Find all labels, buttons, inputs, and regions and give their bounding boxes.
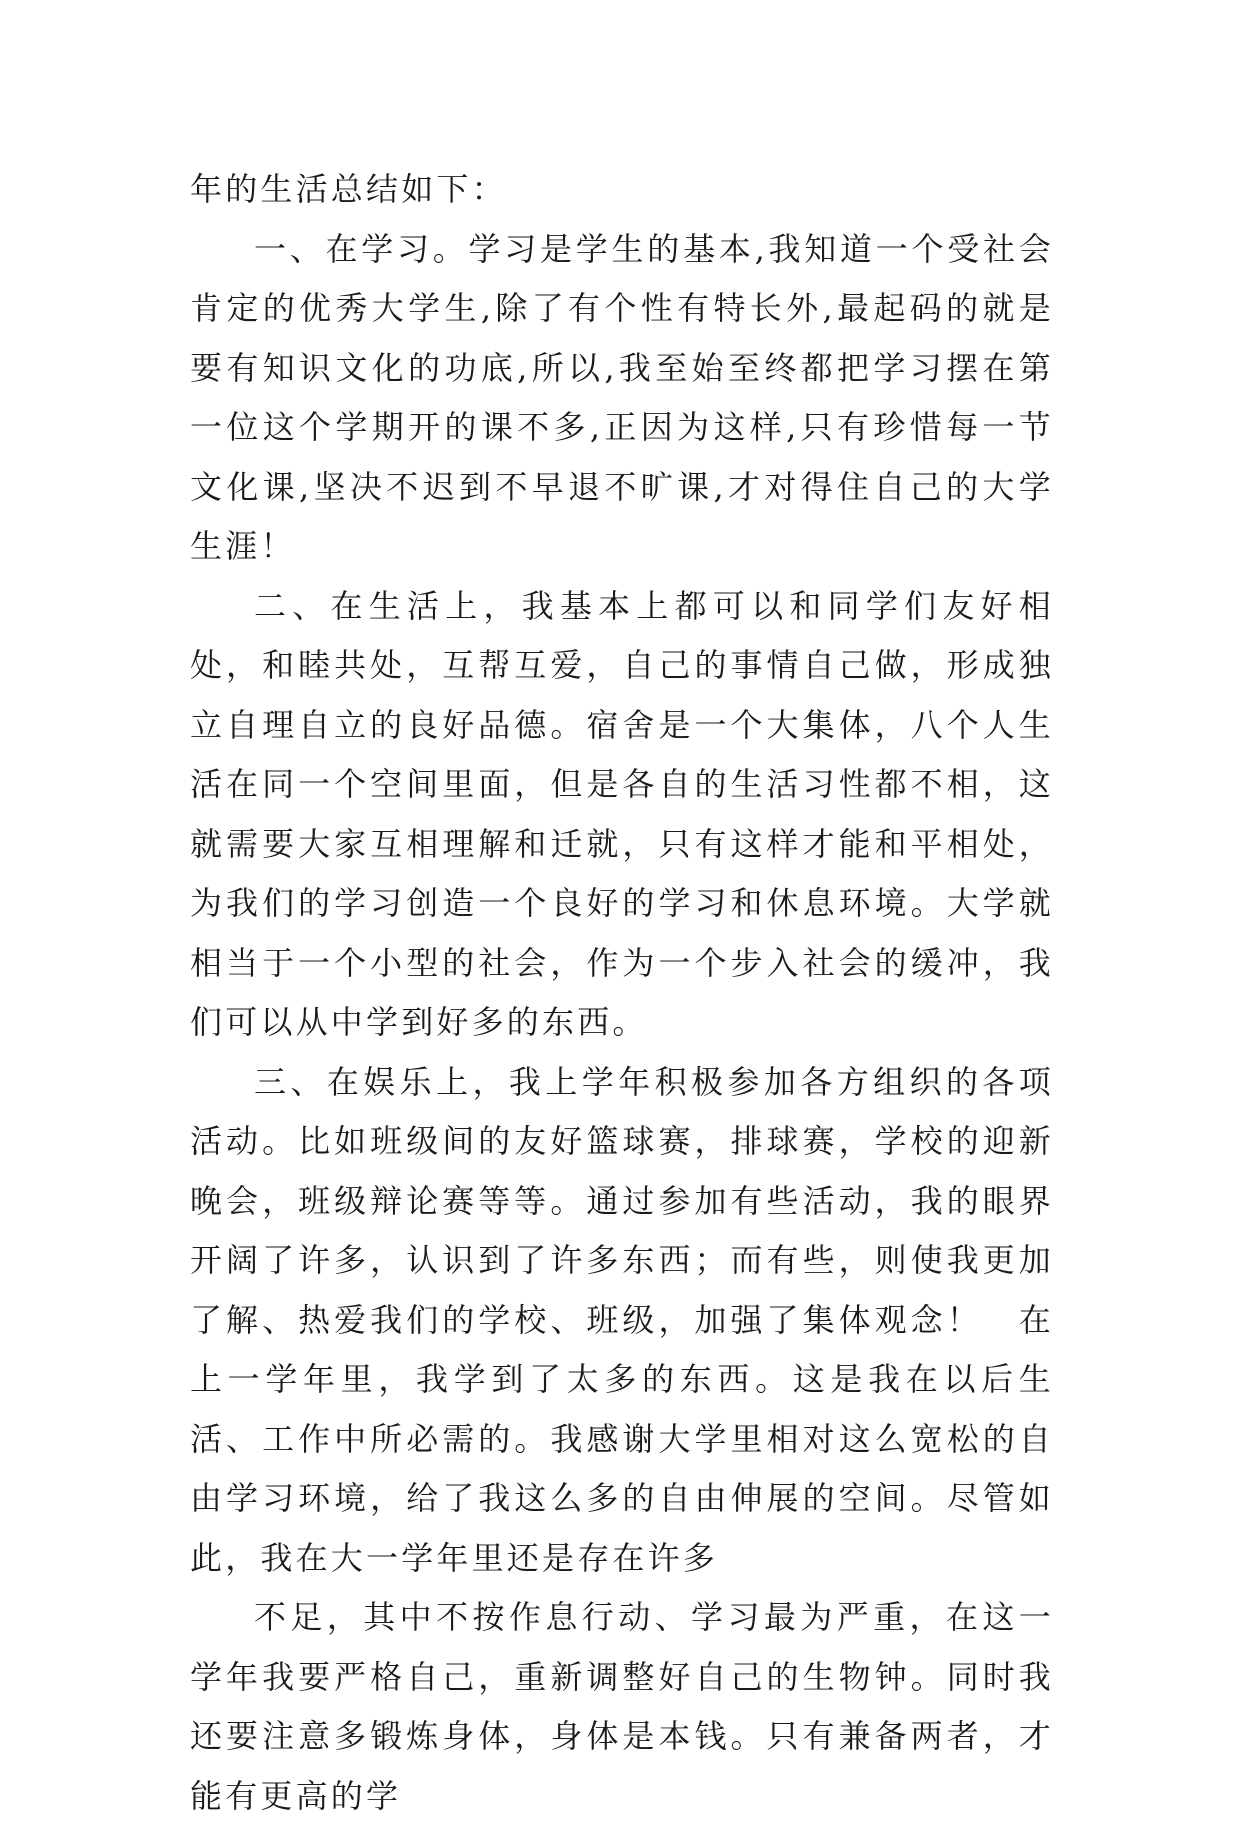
paragraph-entertainment: 三、在娱乐上，我上学年积极参加各方组织的各项活动。比如班级间的友好篮球赛，排球赛，学校的迎新晚会，班级辩论赛等等。通过参加有些活动，我的眼界开阔了许多，认识到了许多东西；而有些，则使我更加了解、热爱我们的学校、班级，加强了集体观念！ 在上一学年里，我学到了太多的东西。这是我在以后生活、工作中所必需的。我感谢大学里相对这么宽松的自由学习环境，给了我这么多的自由伸展的空间。尽管如此，我在大一学年里还是存在许多 bbox=[190, 1062, 1054, 1577]
paragraph-study: 一、在学习。学习是学生的基本,我知道一个受社会肯定的优秀大学生,除了有个性有特长外,最起码的就是要有知识文化的功底,所以,我至始至终都把学习摆在第一位这个学期开的课不多,正因为这样,只有珍惜每一节文化课,坚决不迟到不早退不旷课,才对得住自己的大学生涯！ bbox=[190, 229, 1054, 565]
paragraph-life: 二、在生活上，我基本上都可以和同学们友好相处，和睦共处，互帮互爱，自己的事情自己做，形成独立自理自立的良好品德。宿舍是一个大集体，八个人生活在同一个空间里面，但是各自的生活习性都不相，这就需要大家互相理解和迁就，只有这样才能和平相处，为我们的学习创造一个良好的学习和休息环境。大学就相当于一个小型的社会，作为一个步入社会的缓冲，我们可以从中学到好多的东西。 bbox=[190, 586, 1054, 1041]
document-body bbox=[190, 160, 1054, 1826]
paragraph-summary-intro: 年的生活总结如下： bbox=[190, 170, 507, 208]
paragraph-shortcomings: 不足，其中不按作息行动、学习最为严重，在这一学年我要严格自己，重新调整好自己的生物钟。同时我还要注意多锻炼身体，身体是本钱。只有兼备两者，才能有更高的学 bbox=[190, 1598, 1054, 1815]
